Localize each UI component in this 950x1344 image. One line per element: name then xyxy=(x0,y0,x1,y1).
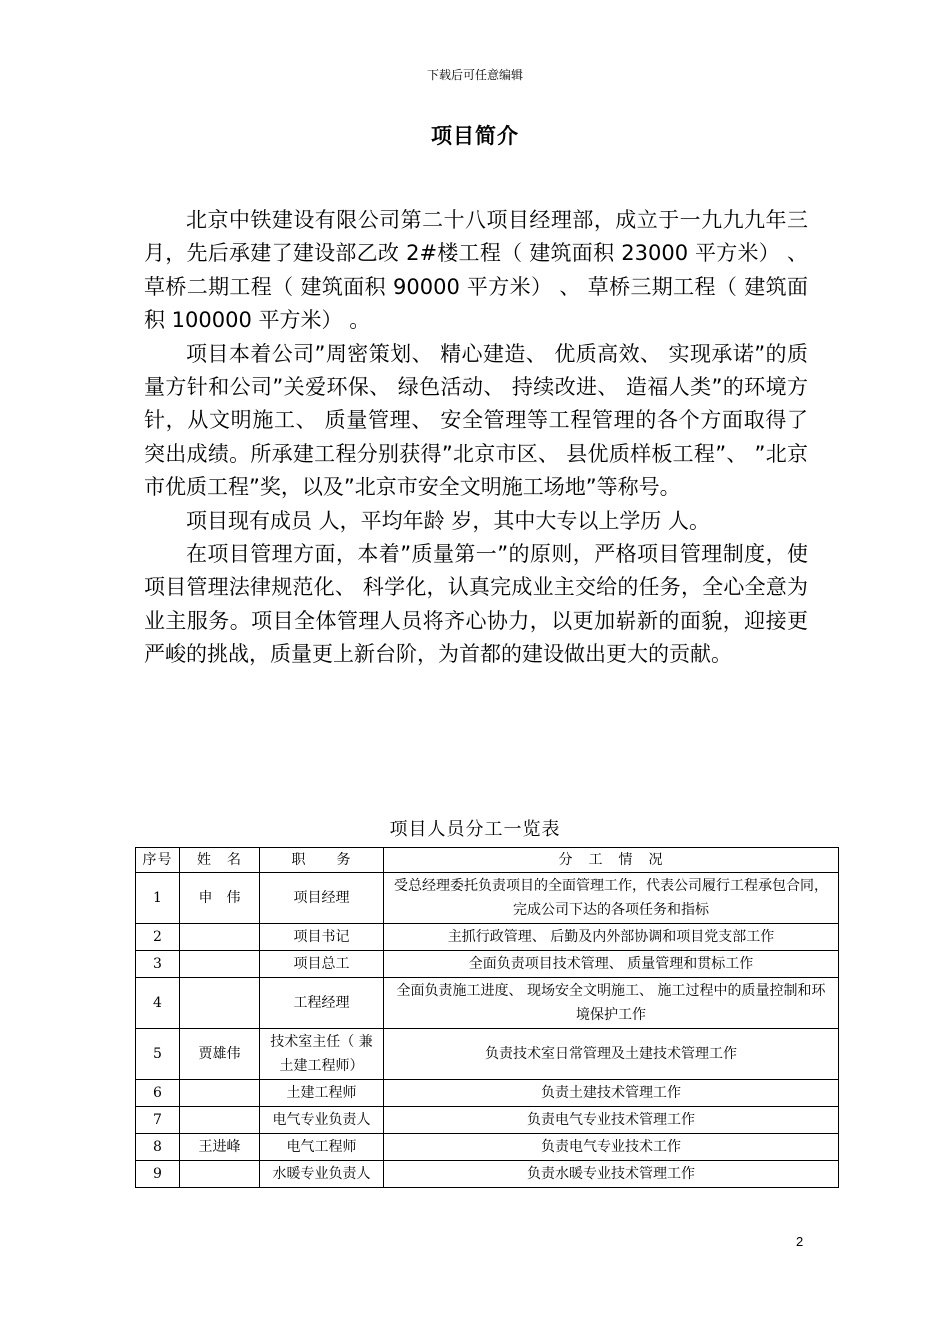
paragraph-2: 项目本着公司”周密策划、 精心建造、 优质高效、 实现承诺”的质量方针和公司”关爱环保、 绿色活动、 持续改进、 造福人类”的环境方针，从文明施工、 质量管理、 安全管理等工程管理的各个方面取得了突出成绩。所承建工程分别获得”北京市区、 县优质样板工程”、 ”北京市优质工程”奖，以及”北京市安全文明施工场地”等称号。 xyxy=(144,341,808,500)
cell-role: 土建工程师 xyxy=(260,1080,384,1107)
table-row xyxy=(136,873,839,924)
cell-role: 工程经理 xyxy=(260,978,384,1029)
cell-duty: 负责土建技术管理工作 xyxy=(384,1080,839,1107)
cell-no: 9 xyxy=(136,1161,180,1188)
cell-name xyxy=(180,951,260,978)
page-title: 项目简介 xyxy=(431,124,519,148)
table-row xyxy=(136,978,839,1029)
cell-no: 3 xyxy=(136,951,180,978)
cell-name xyxy=(180,978,260,1029)
paragraph-1: 北京中铁建设有限公司第二十八项目经理部，成立于一九九九年三月，先后承建了建设部乙改 2#楼工程（ 建筑面积 23000 平方米） 、 草桥二期工程（ 建筑面积 90000 平方米） 、 草桥三期工程（ 建筑面积 100000 平方米） 。 xyxy=(144,208,808,333)
table-row xyxy=(136,1161,839,1188)
cell-role: 水暖专业负责人 xyxy=(260,1161,384,1188)
cell-duty: 受总经理委托负责项目的全面管理工作，代表公司履行工程承包合同，完成公司下达的各项任务和指标 xyxy=(384,873,839,924)
cell-name xyxy=(180,1080,260,1107)
cell-duty: 负责电气专业技术管理工作 xyxy=(384,1107,839,1134)
cell-name: 贾雄伟 xyxy=(180,1029,260,1080)
cell-name: 申 伟 xyxy=(180,873,260,924)
cell-no: 5 xyxy=(136,1029,180,1080)
cell-no: 2 xyxy=(136,924,180,951)
cell-name: 王进峰 xyxy=(180,1134,260,1161)
header-duty: 分 工 情 况 xyxy=(384,848,839,873)
cell-no: 4 xyxy=(136,978,180,1029)
header-name: 姓 名 xyxy=(180,848,260,873)
cell-role: 项目书记 xyxy=(260,924,384,951)
cell-name xyxy=(180,1161,260,1188)
table-row xyxy=(136,951,839,978)
table-row xyxy=(136,1029,839,1080)
table-row xyxy=(136,1080,839,1107)
table-header-row xyxy=(136,848,839,873)
table-title: 项目人员分工一览表 xyxy=(389,819,561,840)
header-note: 下载后可任意编辑 xyxy=(426,68,523,82)
cell-name xyxy=(180,1107,260,1134)
cell-duty: 负责水暖专业技术管理工作 xyxy=(384,1161,839,1188)
staff-table xyxy=(135,847,839,1188)
cell-role: 技术室主任（ 兼土建工程师） xyxy=(260,1029,384,1080)
cell-no: 6 xyxy=(136,1080,180,1107)
paragraph-4: 在项目管理方面，本着”质量第一”的原则，严格项目管理制度，使项目管理法律规范化、 科学化，认真完成业主交给的任务，全心全意为业主服务。项目全体管理人员将齐心协力，以更加崭新的面貌，迎接更严峻的挑战，质量更上新台阶，为首都的建设做出更大的贡献。 xyxy=(144,542,808,667)
cell-duty: 主抓行政管理、 后勤及内外部协调和项目党支部工作 xyxy=(384,924,839,951)
cell-role: 电气工程师 xyxy=(260,1134,384,1161)
paragraph-3: 项目现有成员 人，平均年龄 岁，其中大专以上学历 人。 xyxy=(186,508,711,533)
table-row xyxy=(136,1107,839,1134)
cell-no: 1 xyxy=(136,873,180,924)
cell-duty: 负责技术室日常管理及土建技术管理工作 xyxy=(384,1029,839,1080)
header-role: 职 务 xyxy=(260,848,384,873)
intro-body xyxy=(144,204,808,672)
cell-role: 电气专业负责人 xyxy=(260,1107,384,1134)
header-no: 序号 xyxy=(136,848,180,873)
cell-role: 项目总工 xyxy=(260,951,384,978)
cell-no: 8 xyxy=(136,1134,180,1161)
cell-duty: 全面负责项目技术管理、 质量管理和贯标工作 xyxy=(384,951,839,978)
cell-role: 项目经理 xyxy=(260,873,384,924)
cell-duty: 负责电气专业技术工作 xyxy=(384,1134,839,1161)
page-number: 2 xyxy=(796,1234,804,1249)
cell-no: 7 xyxy=(136,1107,180,1134)
cell-name xyxy=(180,924,260,951)
cell-duty: 全面负责施工进度、 现场安全文明施工、 施工过程中的质量控制和环境保护工作 xyxy=(384,978,839,1029)
table-row xyxy=(136,924,839,951)
table-row xyxy=(136,1134,839,1161)
